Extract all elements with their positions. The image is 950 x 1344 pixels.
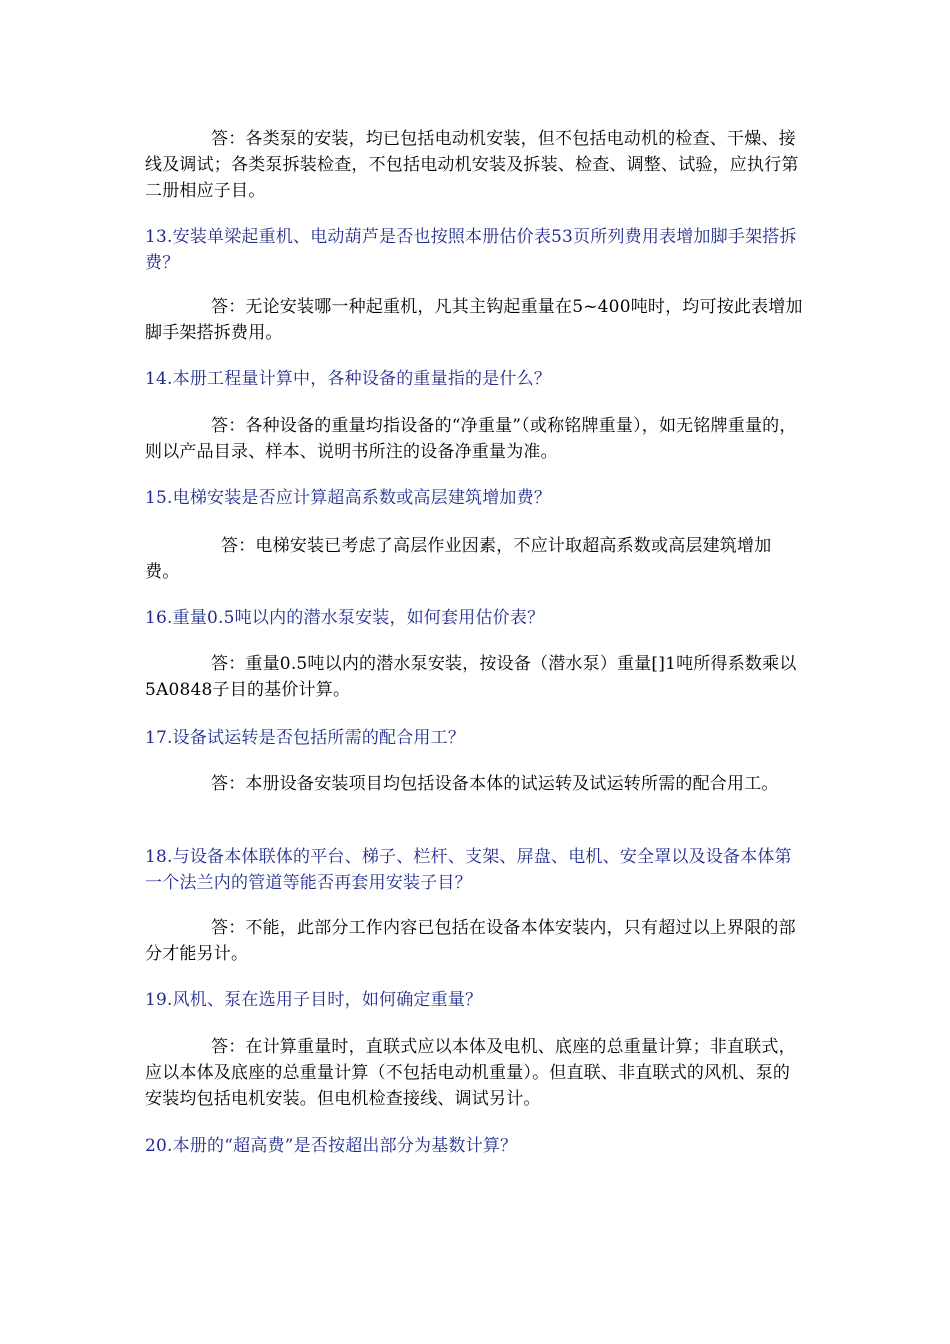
question-20: 20.本册的“超高费”是否按超出部分为基数计算？ (145, 1136, 518, 1156)
question-14: 14.本册工程量计算中，各种设备的重量指的是什么？ (145, 369, 552, 389)
answer-16: 答：重量0.5吨以内的潜水泵安装，按设备（潜水泵）重量[]1吨所得系数乘以5A0848子目的基价计算。 (145, 654, 797, 700)
answer-18: 答：不能，此部分工作内容已包括在设备本体安装内，只有超过以上界限的部分才能另计。 (145, 918, 796, 964)
question-19: 19.风机、泵在选用子目时，如何确定重量？ (145, 990, 483, 1010)
answer-13: 答：无论安装哪一种起重机，凡其主钩起重量在5~400吨时，均可按此表增加脚手架搭拆费用。 (145, 297, 803, 343)
answer-19: 答：在计算重量时，直联式应以本体及电机、底座的总重量计算；非直联式，应以本体及底座的总重量计算（不包括电动机重量）。但直联、非直联式的风机、泵的安装均包括电机安装。但电机检查接线、调试另计。 (145, 1037, 796, 1109)
answer-12: 答：各类泵的安装，均已包括电动机安装，但不包括电动机的检查、干燥、接线及调试；各类泵拆装检查，不包括电动机安装及拆装、检查、调整、试验，应执行第二册相应子目。 (145, 129, 799, 201)
question-13: 13.安装单梁起重机、电动葫芦是否也按照本册估价表53页所列费用表增加脚手架搭拆费？ (145, 227, 797, 273)
answer-17: 答：本册设备安装项目均包括设备本体的试运转及试运转所需的配合用工。 (211, 774, 779, 794)
question-18: 18.与设备本体联体的平台、梯子、栏杆、支架、屏盘、电机、安全罩以及设备本体第一个法兰内的管道等能否再套用安装子目？ (145, 847, 792, 893)
question-15: 15.电梯安装是否应计算超高系数或高层建筑增加费？ (145, 488, 552, 508)
question-16: 16.重量0.5吨以内的潜水泵安装，如何套用估价表？ (145, 608, 545, 628)
question-17: 17.设备试运转是否包括所需的配合用工？ (145, 728, 466, 748)
answer-15: 答：电梯安装已考虑了高层作业因素，不应计取超高系数或高层建筑增加费。 (145, 536, 772, 582)
answer-14: 答：各种设备的重量均指设备的“净重量”（或称铭牌重量），如无铭牌重量的，则以产品目录、样本、说明书所注的设备净重量为准。 (145, 416, 797, 462)
